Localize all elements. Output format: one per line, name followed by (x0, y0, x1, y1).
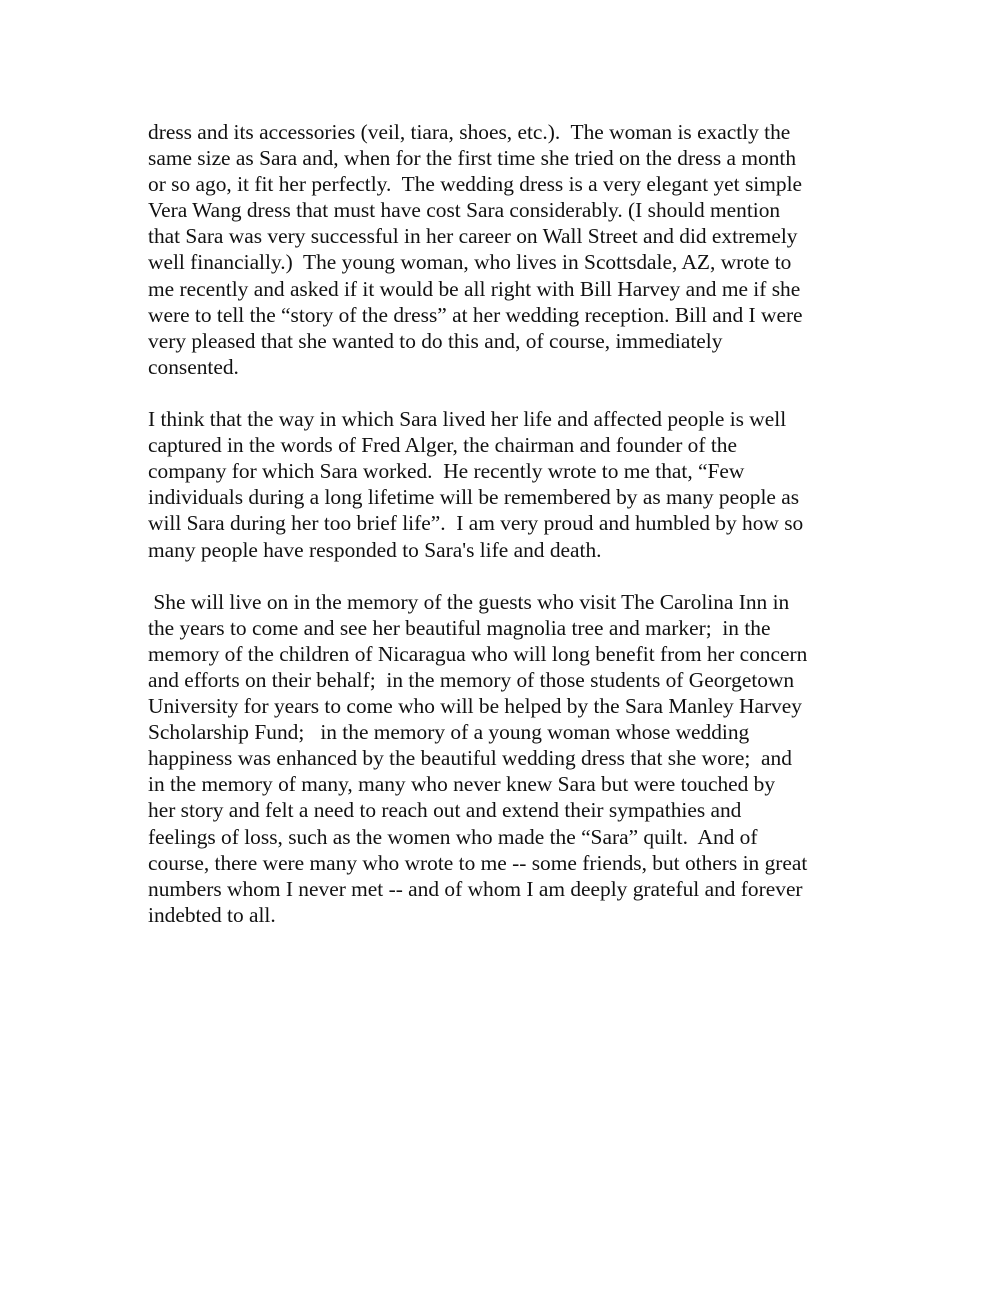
text-line: well financially.) The young woman, who lives in Scottsdale, AZ, wrote to (148, 250, 792, 275)
text-line: company for which Sara worked. He recently wrote to me that, “Few (148, 459, 745, 484)
text-line: Vera Wang dress that must have cost Sara considerably. (I should mention (148, 198, 781, 223)
text-line: happiness was enhanced by the beautiful wedding dress that she wore; and (148, 746, 792, 771)
text-line: memory of the children of Nicaragua who will long benefit from her concern (148, 641, 808, 666)
paragraph-fred-alger-quote (148, 406, 868, 563)
text-line: I think that the way in which Sara lived her life and affected people is well (148, 407, 787, 432)
document-body (148, 119, 868, 954)
text-line: University for years to come who will be helped by the Sara Manley Harvey (148, 694, 803, 719)
text-line: She will live on in the memory of the guests who visit The Carolina Inn in (148, 589, 790, 614)
text-line: indebted to all. (148, 902, 276, 927)
text-line: were to tell the “story of the dress” at her wedding reception. Bill and I were (148, 302, 803, 327)
text-line: consented. (148, 354, 239, 379)
text-line: me recently and asked if it would be all right with Bill Harvey and me if she (148, 276, 801, 301)
text-line: course, there were many who wrote to me -- some friends, but others in great (148, 850, 808, 875)
text-line: dress and its accessories (veil, tiara, shoes, etc.). The woman is exactly the (148, 120, 791, 144)
paragraph-memory (148, 589, 868, 928)
text-line: many people have responded to Sara's life and death. (148, 537, 602, 562)
text-line: and efforts on their behalf; in the memory of those students of Georgetown (148, 667, 795, 692)
text-line: numbers whom I never met -- and of whom I am deeply grateful and forever (148, 876, 803, 901)
text-line: very pleased that she wanted to do this and, of course, immediately (148, 328, 723, 353)
text-line: or so ago, it fit her perfectly. The wedding dress is a very elegant yet simple (148, 172, 803, 197)
text-line: captured in the words of Fred Alger, the chairman and founder of the (148, 433, 737, 458)
text-line: will Sara during her too brief life”. I am very proud and humbled by how so (148, 511, 804, 536)
text-line: her story and felt a need to reach out and extend their sympathies and (148, 798, 742, 823)
text-line: feelings of loss, such as the women who made the “Sara” quilt. And of (148, 824, 758, 849)
text-line: Scholarship Fund; in the memory of a young woman whose wedding (148, 720, 750, 745)
text-line: that Sara was very successful in her career on Wall Street and did extremely (148, 224, 798, 249)
paragraph-wedding-dress (148, 119, 868, 380)
text-line: individuals during a long lifetime will be remembered by as many people as (148, 485, 800, 510)
text-line: the years to come and see her beautiful magnolia tree and marker; in the (148, 615, 771, 640)
text-line: in the memory of many, many who never knew Sara but were touched by (148, 772, 776, 797)
text-line: same size as Sara and, when for the first time she tried on the dress a month (148, 146, 797, 171)
